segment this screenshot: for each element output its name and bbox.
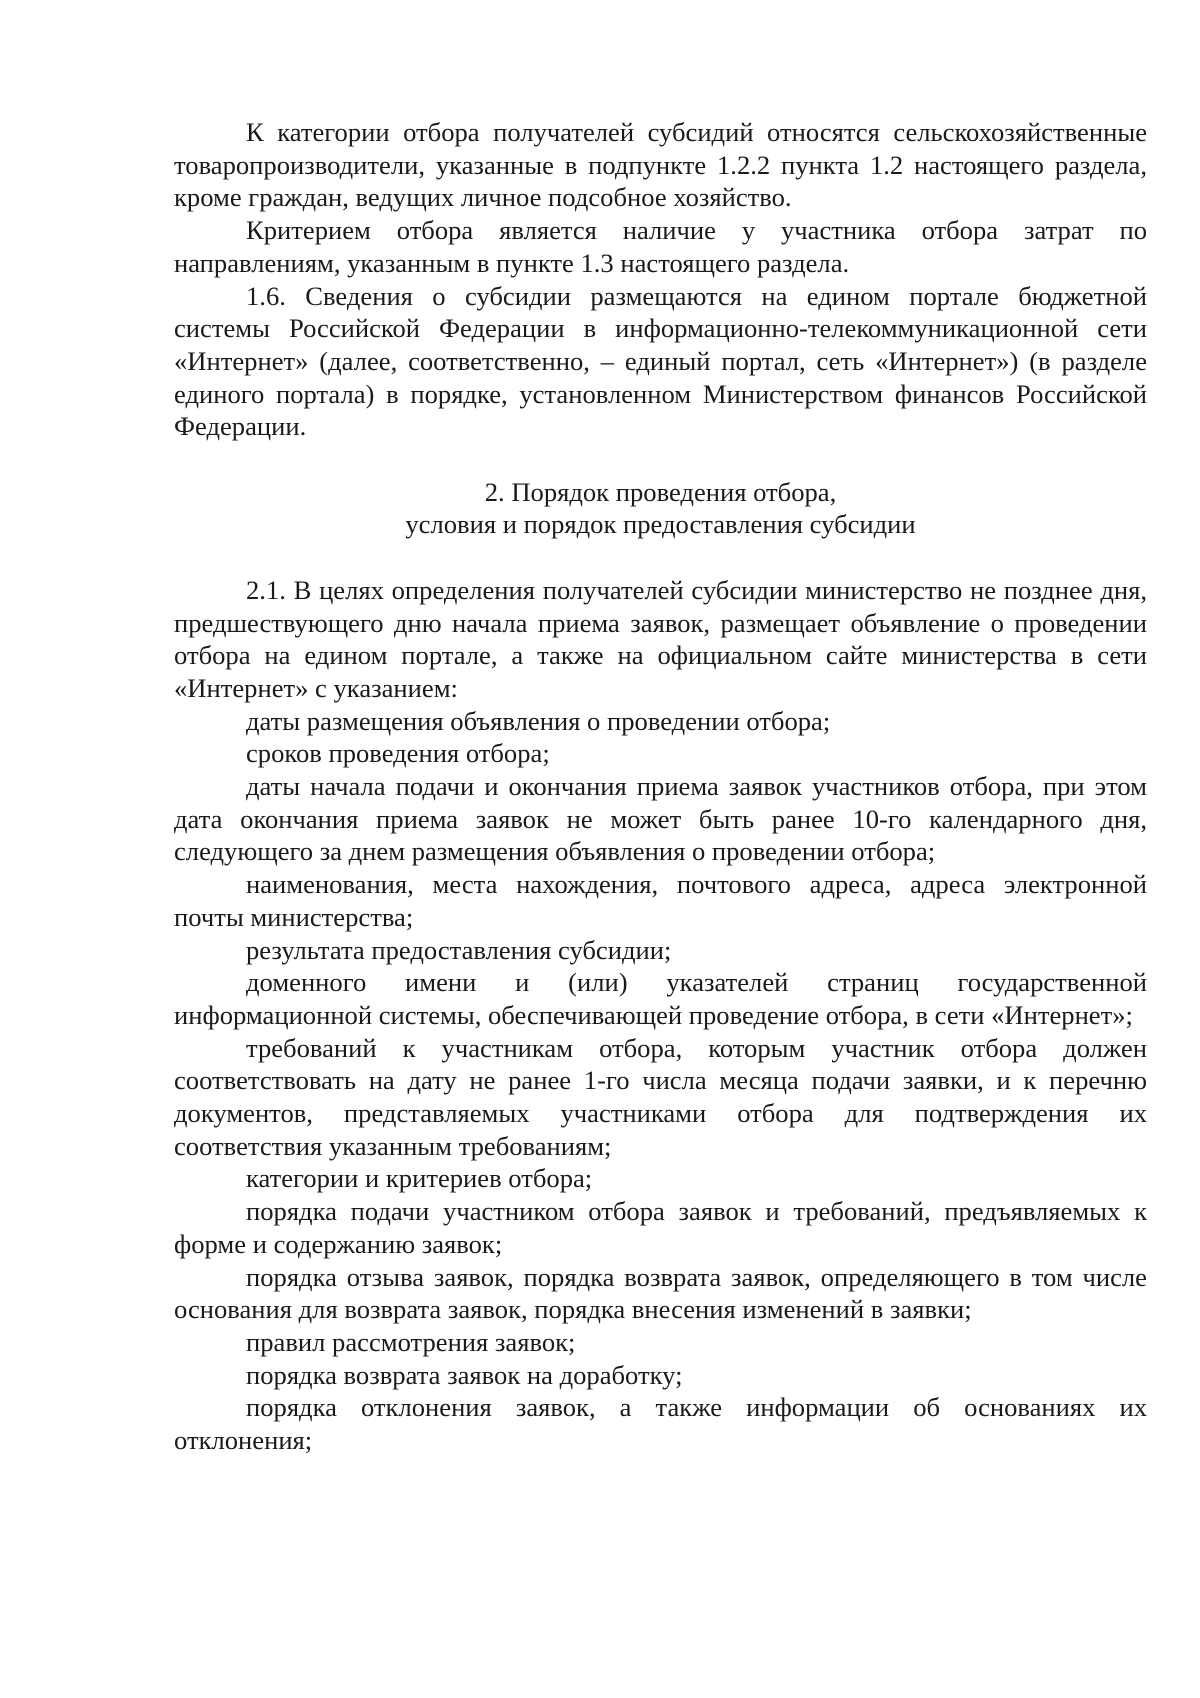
list-item-category-criteria: категории и критериев отбора; — [246, 1163, 593, 1194]
section-heading-line-1: 2. Порядок проведения отбора, — [484, 476, 837, 507]
list-item-rejection-procedure: порядка отклонения заявок, а также информации об основаниях их отклонения; — [174, 1392, 1147, 1456]
list-item-domain-name: доменного имени и (или) указателей страниц государственной информационной системы, обеспечивающей проведение отбора, в сети «Интернет»; — [174, 967, 1147, 1030]
list-item-review-rules: правил рассмотрения заявок; — [246, 1326, 576, 1357]
list-item-ministry-contacts: наименования, места нахождения, почтового адреса, адреса электронной почты министерства; — [174, 869, 1147, 932]
list-item-subsidy-result: результата предоставления субсидии; — [246, 934, 672, 965]
paragraph-selection-category: К категории отбора получателей субсидий относятся сельскохозяйственные товаропроизводители, указанные в подпункте 1.2.2 пункта 1.2 настоящего раздела, кроме граждан, ведущих личное подсобное хозяйство. — [174, 117, 1147, 213]
list-item-return-for-revision: порядка возврата заявок на доработку; — [246, 1359, 683, 1390]
list-item-placement-date: даты размещения объявления о проведении отбора; — [246, 705, 831, 736]
list-item-withdrawal-procedure: порядка отзыва заявок, порядка возврата заявок, определяющего в том числе основания для возврата заявок, порядка внесения изменений в заявки; — [174, 1261, 1147, 1325]
list-item-selection-period: сроков проведения отбора; — [246, 738, 550, 769]
list-item-application-dates: даты начала подачи и окончания приема заявок участников отбора, при этом дата окончания приема заявок не может быть ранее 10-го календарного дня, следующего за днем размещения объявления о проведении отбора; — [174, 771, 1147, 867]
document-page — [174, 116, 1147, 1457]
section-heading-line-2: условия и порядок предоставления субсидии — [405, 509, 916, 540]
list-item-submission-procedure: порядка подачи участником отбора заявок и требований, предъявляемых к форме и содержанию заявок; — [174, 1196, 1147, 1259]
section-heading — [174, 476, 1147, 541]
paragraph-selection-criterion: Критерием отбора является наличие у участника отбора затрат по направлениям, указанным в пункте 1.3 настоящего раздела. — [174, 215, 1147, 278]
paragraph-1-6-subsidy-info: 1.6. Сведения о субсидии размещаются на едином портале бюджетной системы Российской Федерации в информационно-телекоммуникационной сети «Интернет» (далее, соответственно, – единый портал, сеть «Интернет») (в разделе единого портала) в порядке, установленном Министерством финансов Российской Федерации. — [174, 280, 1147, 442]
list-item-participant-requirements: требований к участникам отбора, которым участник отбора должен соответствовать на дату не ранее 1-го числа месяца подачи заявки, и к перечню документов, представляемых участниками отбора для подтверждения их соответствия указанным требованиям; — [174, 1032, 1147, 1161]
paragraph-2-1-announcement: 2.1. В целях определения получателей субсидии министерство не позднее дня, предшествующего дню начала приема заявок, размещает объявление о проведении отбора на едином портале, а также на официальном сайте министерства в сети «Интернет» с указанием: — [174, 574, 1147, 703]
